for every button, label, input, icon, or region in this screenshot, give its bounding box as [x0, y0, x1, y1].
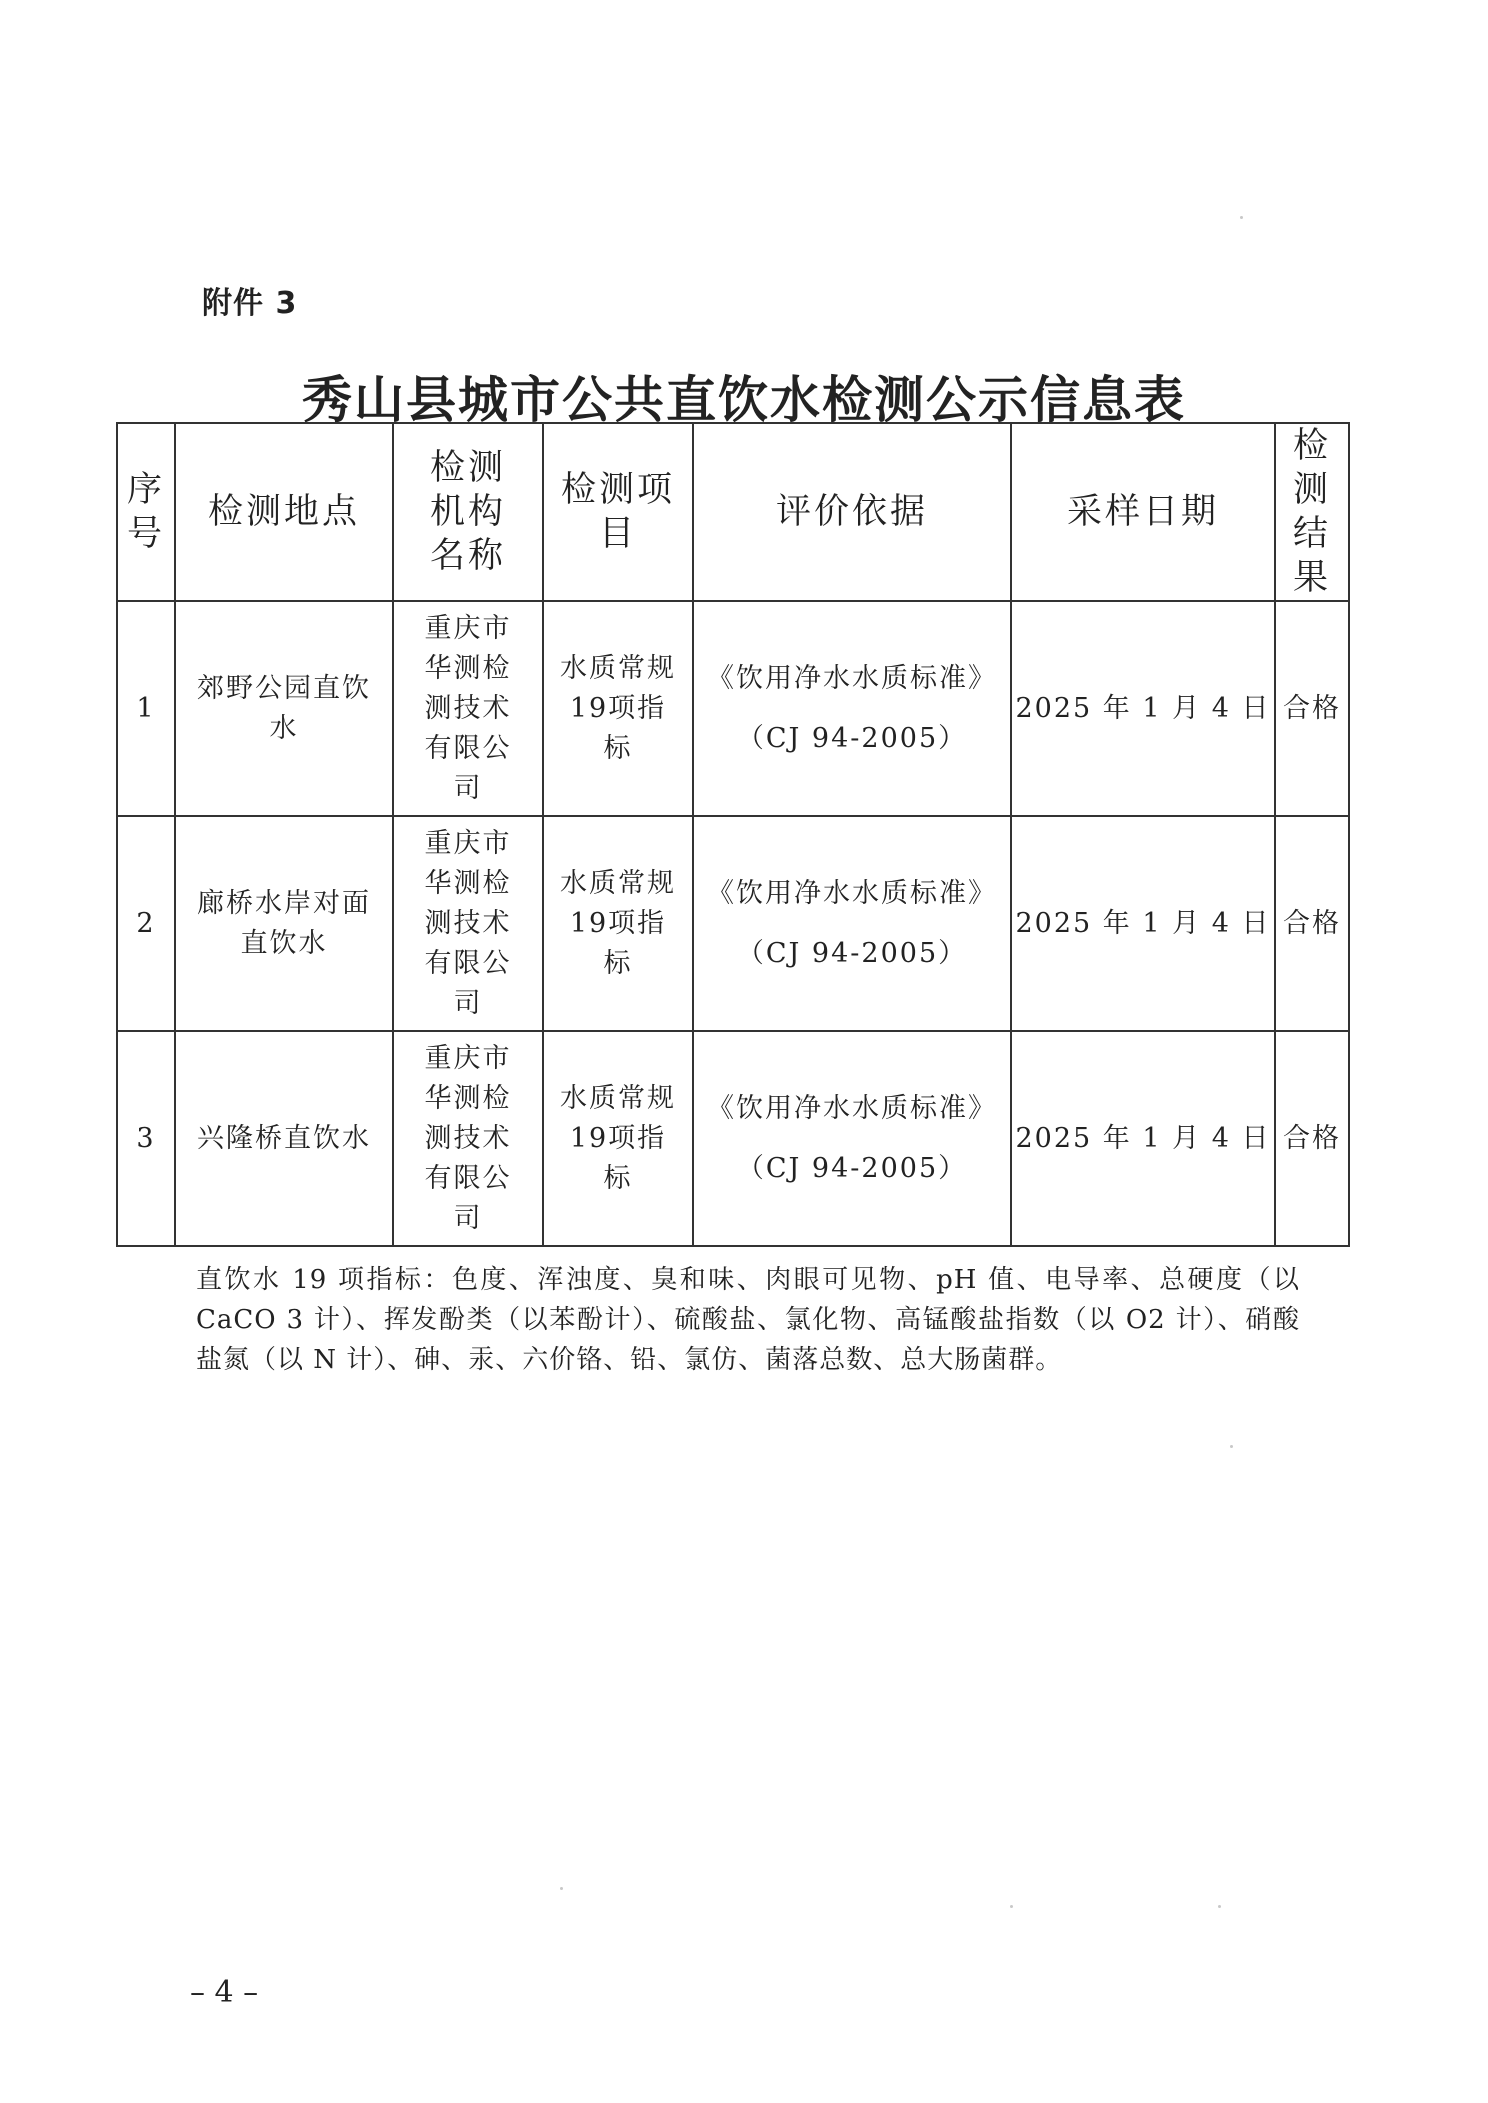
header-location: 检测地点	[175, 423, 393, 601]
row-agency: 重庆市华测检测技术有限公司	[393, 1031, 543, 1246]
basis-standard-code: （CJ 94-2005）	[736, 1152, 968, 1184]
row-result: 合格	[1275, 1031, 1349, 1246]
table-row	[117, 601, 1349, 816]
row-result: 合格	[1275, 816, 1349, 1031]
indicator-note: 直饮水 19 项指标：色度、浑浊度、臭和味、肉眼可见物、pH 值、电导率、总硬度（以 CaCO 3 计）、挥发酚类（以苯酚计）、硫酸盐、氯化物、高锰酸盐指数（以 O2 计）、硝酸盐氮（以 N 计）、砷、汞、六价铬、铅、氯仿、菌落总数、总大肠菌群。	[196, 1265, 1300, 1375]
row-result: 合格	[1275, 601, 1349, 816]
basis-standard-name: 《饮用净水水质标准》	[707, 877, 997, 909]
row-location: 郊野公园直饮水	[175, 601, 393, 816]
table-row	[117, 816, 1349, 1031]
basis-standard-code: （CJ 94-2005）	[736, 722, 968, 754]
row-item: 水质常规19项指标	[543, 601, 693, 816]
page-number: – 4 –	[190, 1975, 259, 2010]
row-agency: 重庆市华测检测技术有限公司	[393, 816, 543, 1031]
row-date: 2025 年 1 月 4 日	[1011, 601, 1275, 816]
row-location: 兴隆桥直饮水	[175, 1031, 393, 1246]
scan-speck	[1218, 1905, 1221, 1908]
row-basis	[693, 816, 1011, 1031]
row-location: 廊桥水岸对面直饮水	[175, 816, 393, 1031]
header-agency: 检测机构名称	[393, 423, 543, 601]
basis-standard-name: 《饮用净水水质标准》	[707, 662, 997, 694]
basis-standard-code: （CJ 94-2005）	[736, 937, 968, 969]
row-basis	[693, 1031, 1011, 1246]
row-seq: 1	[117, 601, 175, 816]
basis-standard-name: 《饮用净水水质标准》	[707, 1092, 997, 1124]
header-basis: 评价依据	[693, 423, 1011, 601]
table-row	[117, 1031, 1349, 1246]
scan-speck	[560, 1887, 563, 1890]
scan-speck	[1010, 1905, 1013, 1908]
inspection-table	[116, 422, 1350, 1247]
header-date: 采样日期	[1011, 423, 1275, 601]
table-header-row	[117, 423, 1349, 601]
header-seq: 序号	[117, 423, 175, 601]
attachment-label: 附件 3	[202, 286, 298, 321]
row-item: 水质常规19项指标	[543, 1031, 693, 1246]
row-seq: 2	[117, 816, 175, 1031]
header-item: 检测项目	[543, 423, 693, 601]
row-seq: 3	[117, 1031, 175, 1246]
row-date: 2025 年 1 月 4 日	[1011, 816, 1275, 1031]
row-date: 2025 年 1 月 4 日	[1011, 1031, 1275, 1246]
page-title: 秀山县城市公共直饮水检测公示信息表	[302, 371, 1186, 429]
scan-speck	[1230, 1445, 1233, 1448]
row-item: 水质常规19项指标	[543, 816, 693, 1031]
scan-speck	[1240, 216, 1243, 219]
row-basis	[693, 601, 1011, 816]
row-agency: 重庆市华测检测技术有限公司	[393, 601, 543, 816]
header-result: 检测结果	[1275, 423, 1349, 601]
